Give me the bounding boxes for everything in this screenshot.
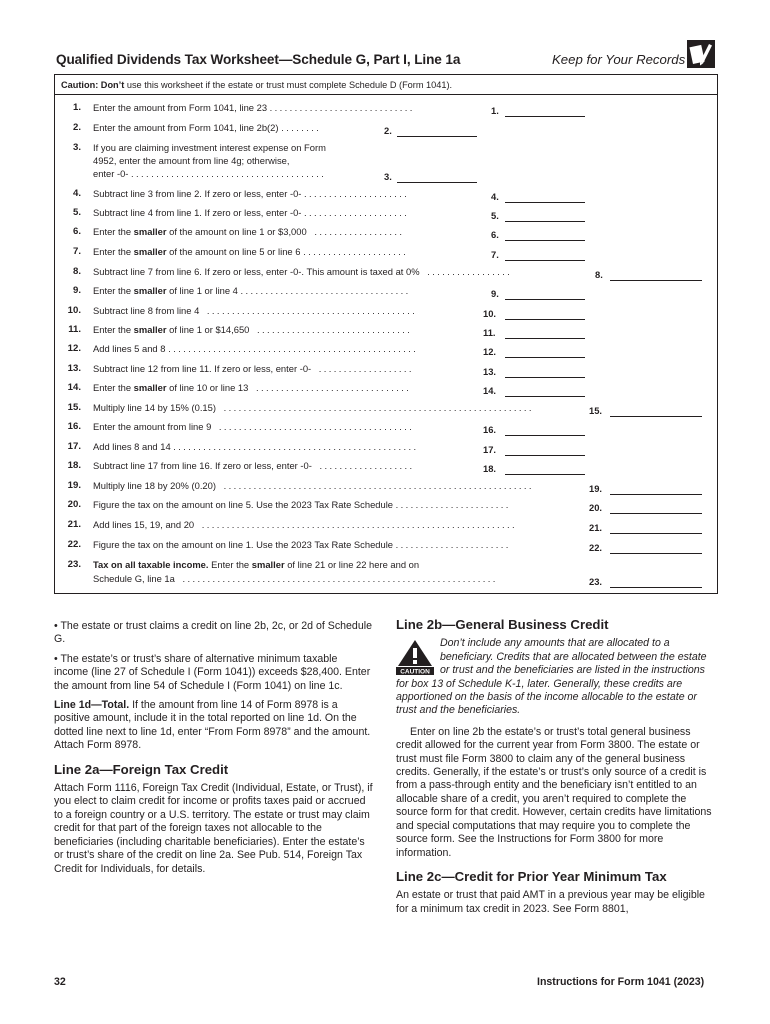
line-number: 6. <box>72 226 81 237</box>
line-number: 1. <box>72 102 81 113</box>
line-6-entry[interactable] <box>505 229 585 241</box>
line-text: Subtract line 7 from line 6. If zero or less, enter -0-. This amount is taxed at 0% <box>93 266 420 277</box>
line-text: of line 21 or line 22 here and on <box>284 559 420 570</box>
line-text-bold: smaller <box>133 246 167 257</box>
worksheet-caution <box>55 75 717 95</box>
line-box-number: 13. <box>483 366 497 377</box>
line-text: Multiply line 18 by 20% (0.20) <box>93 480 216 491</box>
line-box-number: 10. <box>483 308 497 319</box>
line-text: Enter the amount from line 9 <box>93 421 212 432</box>
line-text: Multiply line 14 by 15% (0.15) <box>93 402 216 413</box>
line-box-number: 22. <box>589 542 603 553</box>
line-number: 20. <box>67 499 81 510</box>
line-number: 4. <box>72 188 81 199</box>
caution-icon-label: CAUTION <box>400 668 430 676</box>
line-17-entry[interactable] <box>505 444 585 456</box>
line-number: 14. <box>67 382 81 393</box>
pencil-paper-icon <box>687 40 715 68</box>
line-box-number: 4. <box>491 191 499 202</box>
line-number: 15. <box>67 402 81 413</box>
line-1d-paragraph <box>54 699 374 753</box>
line-12-entry[interactable] <box>505 346 585 358</box>
line-box-number: 6. <box>491 229 499 240</box>
document-title: Instructions for Form 1041 (2023) <box>537 976 705 988</box>
line-box-number: 17. <box>483 444 497 455</box>
line-box-number: 12. <box>483 346 497 357</box>
line-8-entry[interactable] <box>610 269 702 281</box>
line-box-number: 14. <box>483 385 497 396</box>
line-18-entry[interactable] <box>505 463 585 475</box>
line-21-entry[interactable] <box>610 522 702 534</box>
line-number: 10. <box>67 305 81 316</box>
line-box-number: 20. <box>589 502 603 513</box>
line-box-number: 3. <box>384 171 392 182</box>
line-text: Add lines 5 and 8 <box>93 343 166 354</box>
line-text-bold: smaller <box>133 382 167 393</box>
line-text: Subtract line 4 from line 1. If zero or less, enter -0- <box>93 207 302 218</box>
line-text: of line 10 or line 13 <box>166 382 249 393</box>
line-text: Figure the tax on the amount on line 5. Use the 2023 Tax Rate Schedule <box>93 499 394 510</box>
line-text-bold: smaller <box>133 285 167 296</box>
caution-warning-icon <box>396 639 434 675</box>
line-number: 19. <box>67 480 81 491</box>
line-number: 8. <box>72 266 81 277</box>
worksheet-box: Caution: Don’t use this worksheet if the estate or trust must complete Schedule D (Form 1041). 1. Enter the amount from Form 1041, line 23 ............................. 1. 2. Enter the amount from Form 1041, line 2b(2) ........ 2. 3. If you are claiming investment interest expense on Form 4952, enter the amount from line 4g; otherwise, enter -0- ....................................... 3. 4. Subtract line 3 from line 2. If zero or less, enter -0- ..................... 4. 5. Subtract line 4 from line 1. If zero or less, enter -0- ..................... 5. 6. Enter the smaller of the amount on line 1 or $3,000 .................. 6. 7. Enter the smaller of the amount on line 5 or line 6 ..................... 7. 8. Subtract line 7 from line 6. If zero or less, enter -0-. This amount is taxed at 0% ................. 8. 9. Enter the smaller of line 1 or line 4 .................................. 9. 10. Subtract line 8 from line 4 .......................................... 10. 11. Enter the smaller of line 1 or $14,650 ............................... 11. 12. Add lines 5 and 8 .................................................. 12. 13. Subtract line 12 from line 11. If zero or less, enter -0- ................... 13. 14. Enter the smaller of line 10 or line 13 ............................... 14. 15. Multiply line 14 by 15% (0.15) .............................................................. 15. 16. Enter the amount from line 9 ....................................... 16. 17. Add lines 8 and 14 ................................................. 17. 18. Subtract line 17 from line 16. If zero or less, enter -0- ................... 18. 19. Multiply line 18 by 20% (0.20) .............................................................. 19. 20. Figure the tax on the amount on line 5. Use the 2023 Tax Rate Schedule ....................... 20. 21. Add lines 15, 19, and 20 ............................................................... 21. 22. Figure the tax on the amount on line 1. Use the 2023 Tax Rate Schedule ....................... 22. 23. Tax on all taxable income. Enter the smaller of line 21 or line 22 here and on Schedule G, line 1a ............................................................... 23. <box>54 74 718 594</box>
line-text-bold: smaller <box>251 559 285 570</box>
line-number: 12. <box>67 343 81 354</box>
line-text: of the amount on line 5 or line 6 <box>166 246 301 257</box>
line-box-number: 19. <box>589 483 603 494</box>
line-2a-heading: Line 2a—Foreign Tax Credit <box>54 761 229 777</box>
line-23-entry[interactable] <box>610 576 702 588</box>
line-16-entry[interactable] <box>505 424 585 436</box>
line-1-entry[interactable] <box>505 105 585 117</box>
line-text: Enter the amount from Form 1041, line 23 <box>93 102 268 113</box>
line-text: Figure the tax on the amount on line 1. Use the 2023 Tax Rate Schedule <box>93 539 394 550</box>
caution-note <box>396 637 718 717</box>
line-box-number: 18. <box>483 463 497 474</box>
line-1d-text: If the amount from line 14 of Form 8978 is a positive amount, include it in the total reported on line 1d. On the dotted line next to line 1d, enter “From Form 8978” and the amount. Attach Form 8978. <box>54 699 371 752</box>
line-text: of line 1 or line 4 <box>166 285 238 296</box>
line-text: Add lines 8 and 14 <box>93 441 171 452</box>
line-box-number: 2. <box>384 125 392 136</box>
bullet-item: • The estate or trust claims a credit on line 2b, 2c, or 2d of Schedule G. <box>54 620 372 646</box>
line-number: 9. <box>72 285 81 296</box>
line-14-entry[interactable] <box>505 385 585 397</box>
line-text: Schedule G, line 1a <box>93 573 175 584</box>
line-22-entry[interactable] <box>610 542 702 554</box>
bullet-item: • The estate’s or trust’s share of alternative minimum taxable income (line 27 of Schedule I (Form 1041)) exceeds $28,400. Enter the amount from line 54 of Schedule I (Form 1041) on line 1c. <box>54 652 371 692</box>
line-number: 11. <box>68 324 81 335</box>
line-box-number: 5. <box>491 210 499 221</box>
line-text-bold: smaller <box>133 226 167 237</box>
line-number: 13. <box>67 363 81 374</box>
line-number: 22. <box>67 539 81 550</box>
line-1d-heading: Line 1d—Total. <box>54 699 130 712</box>
caution-text: use this worksheet if the estate or trust must complete Schedule D (Form 1041). <box>124 80 453 90</box>
line-box-number: 9. <box>491 288 499 299</box>
line-text-bold: Tax on all taxable income. <box>93 559 209 570</box>
line-text: Subtract line 12 from line 11. If zero or less, enter -0- <box>93 363 312 374</box>
line-text: enter -0- <box>93 168 129 179</box>
line-text: Enter the <box>93 285 134 296</box>
line-number: 7. <box>72 246 81 257</box>
line-2c-heading: Line 2c—Credit for Prior Year Minimum Tax <box>396 868 667 884</box>
line-text: Enter the <box>93 382 134 393</box>
line-15-entry[interactable] <box>610 405 702 417</box>
line-text: Enter the amount from Form 1041, line 2b(2) <box>93 122 279 133</box>
line-text: Enter the <box>208 559 252 570</box>
line-box-number: 7. <box>491 249 499 260</box>
line-number: 17. <box>67 441 81 452</box>
left-column <box>54 620 374 882</box>
caution-note-text: Don’t include any amounts that are allocated to a beneficiary. Credits that are allocated between the estate or trust and the beneficiaries are listed in the instructions for box 13 of Schedule K-1, later. Generally, these credits are apportioned on the basis of the income allocable to the estate or trust and the beneficiaries. <box>396 637 707 717</box>
line-7-entry[interactable] <box>505 249 585 261</box>
line-2b-text: Enter on line 2b the estate’s or trust’s total general business credit allowed for the current year from Form 3800. The estate or trust must file Form 3800 to claim any of the general business credits. Generally, if the estate’s or trust’s only source of a credit is from a pass-through entity and the beneficiary isn’t entitled to an allocable share of a credit, you aren’t required to complete the source form for that credit. However, certain credits have limitations and special computations that may require you to complete the source form. See the Instructions for Form 3800 for more information. <box>396 725 712 859</box>
line-text: Add lines 15, 19, and 20 <box>93 519 195 530</box>
right-column <box>396 614 718 922</box>
line-text: 4952, enter the amount from line 4g; otherwise, <box>93 155 290 166</box>
line-text: If you are claiming investment interest expense on Form <box>93 142 326 153</box>
line-2b-heading: Line 2b—General Business Credit <box>396 617 609 632</box>
line-box-number: 11. <box>483 327 496 338</box>
line-10-entry[interactable] <box>505 308 585 320</box>
line-3-entry[interactable] <box>397 171 477 183</box>
line-2a-text: Attach Form 1116, Foreign Tax Credit (Individual, Estate, or Trust), if you elect to claim credit for income or profits taxes paid or accrued to a foreign country or a U.S. territory. The estate or trust may claim credit for that part of the foreign taxes not allocable to the beneficiaries (including charitable beneficiaries). Enter the estate’s or trust’s share of the credit on line 2a. See Pub. 514, Foreign Tax Credit for Individuals, for details. <box>54 782 373 875</box>
line-19-entry[interactable] <box>610 483 702 495</box>
line-text-bold: smaller <box>133 324 167 335</box>
line-4-entry[interactable] <box>505 191 585 203</box>
line-2c-text: An estate or trust that paid AMT in a previous year may be eligible for a minimum tax credit in 2023. See Form 8801, <box>396 889 705 915</box>
line-text: Subtract line 8 from line 4 <box>93 305 200 316</box>
line-box-number: 8. <box>595 269 603 280</box>
line-text: Enter the <box>93 226 134 237</box>
line-text: Subtract line 17 from line 16. If zero or less, enter -0- <box>93 460 312 471</box>
line-text: Enter the <box>93 324 134 335</box>
line-box-number: 21. <box>589 522 603 533</box>
line-number: 2. <box>72 122 81 133</box>
line-13-entry[interactable] <box>505 366 585 378</box>
line-number: 23. <box>67 559 81 570</box>
line-text: of the amount on line 1 or $3,000 <box>166 226 307 237</box>
line-box-number: 1. <box>491 105 499 116</box>
line-text: of line 1 or $14,650 <box>166 324 250 335</box>
line-number: 21. <box>67 519 81 530</box>
line-number: 5. <box>72 207 81 218</box>
page-number: 32 <box>54 976 66 988</box>
line-11-entry[interactable] <box>505 327 585 339</box>
line-box-number: 16. <box>483 424 497 435</box>
line-20-entry[interactable] <box>610 502 702 514</box>
line-9-entry[interactable] <box>505 288 585 300</box>
line-2-entry[interactable] <box>397 125 477 137</box>
line-text: Subtract line 3 from line 2. If zero or less, enter -0- <box>93 188 302 199</box>
line-box-number: 23. <box>589 576 603 587</box>
line-text: Enter the <box>93 246 134 257</box>
worksheet-title: Qualified Dividends Tax Worksheet—Schedule G, Part I, Line 1a <box>56 52 461 67</box>
line-number: 3. <box>72 142 81 153</box>
line-number: 16. <box>67 421 81 432</box>
caution-label: Caution: Don’t <box>61 80 125 90</box>
line-number: 18. <box>67 460 81 471</box>
keep-for-records-label: Keep for Your Records <box>552 52 686 67</box>
line-box-number: 15. <box>589 405 603 416</box>
line-5-entry[interactable] <box>505 210 585 222</box>
